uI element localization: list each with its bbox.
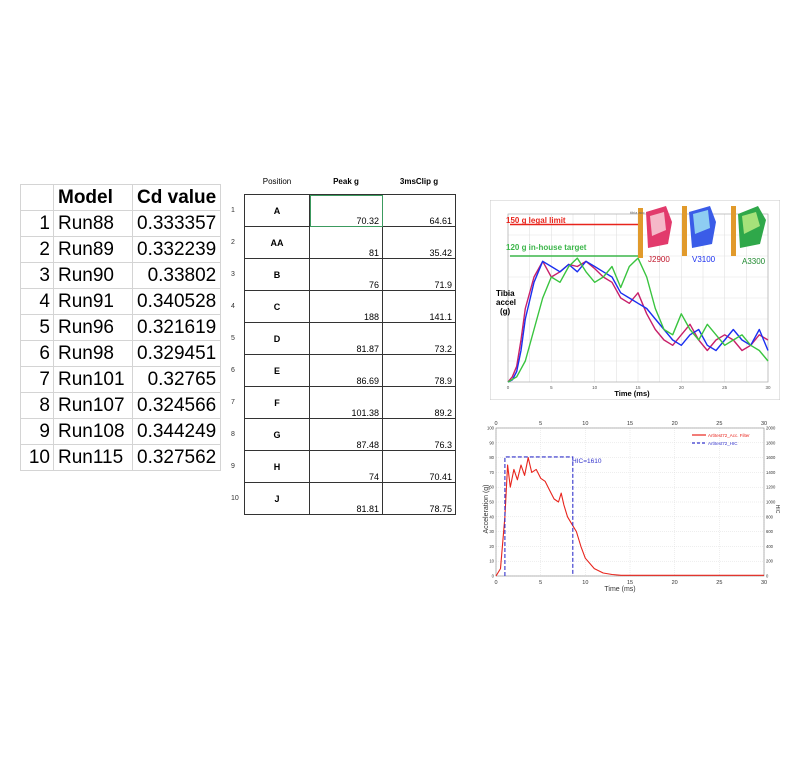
row-index: 10 <box>231 495 239 502</box>
cd-value-cell: 0.324566 <box>133 393 221 419</box>
table-row <box>21 393 221 419</box>
table-row <box>228 323 456 355</box>
clip3ms-header: 3msClip g <box>399 176 439 186</box>
chart-frame <box>490 200 780 400</box>
x-tick-label: 20 <box>671 580 678 586</box>
row-index: 6 <box>231 367 235 374</box>
x-top-tick-label: 30 <box>760 421 768 427</box>
clip3ms-cell: 76.3 <box>383 419 456 451</box>
clip3ms-cell: 73.2 <box>383 323 456 355</box>
peak-g-header: Peak g <box>333 176 359 186</box>
model-cell: Run90 <box>54 263 133 289</box>
row-index: 5 <box>21 315 54 341</box>
row-index: 6 <box>21 341 54 367</box>
table-row <box>228 355 456 387</box>
clip3ms-cell: 89.2 <box>383 387 456 419</box>
clip3ms-cell: 35.42 <box>383 227 456 259</box>
model-cell: Run108 <box>54 419 133 445</box>
table-row <box>21 341 221 367</box>
table-row <box>228 227 456 259</box>
row-index: 2 <box>21 237 54 263</box>
y2-axis-label: HIC <box>774 504 780 514</box>
table-row <box>21 237 221 263</box>
cd-value-cell: 0.33802 <box>133 263 221 289</box>
y2-tick-label: 1800 <box>766 440 776 446</box>
position-cell: G <box>245 419 310 451</box>
x-top-tick-label: 25 <box>716 421 723 427</box>
model-cell: Run88 <box>54 211 133 237</box>
cd-value-table-body <box>21 211 221 471</box>
row-index: 4 <box>21 289 54 315</box>
row-index: 4 <box>231 303 235 310</box>
tibia-acc-small-label: tibia acc <box>630 210 645 215</box>
y-axis-label-line2: accel <box>496 298 517 307</box>
image-label-j2900: J2900 <box>648 255 670 264</box>
y-tick-label: 50 <box>489 499 494 505</box>
x-tick-label: 5 <box>550 385 553 390</box>
x-top-tick-label: 5 <box>539 421 543 427</box>
cd-value-cell: 0.344249 <box>133 419 221 445</box>
clip3ms-cell: 64.61 <box>383 195 456 227</box>
y-tick-label: 60 <box>489 484 494 490</box>
model-cell: Run89 <box>54 237 133 263</box>
image-label-v3100: V3100 <box>692 255 716 264</box>
table-row <box>228 259 456 291</box>
table-header-row <box>21 185 221 211</box>
row-index: 2 <box>231 239 235 246</box>
peak-g-cell: 70.32 <box>310 195 383 227</box>
acceleration-hic-chart <box>482 414 782 599</box>
x-top-tick-label: 10 <box>582 421 589 427</box>
y2-tick-label: 800 <box>766 514 773 520</box>
x-tick-label: 5 <box>539 580 543 586</box>
y2-tick-label: 1200 <box>766 484 776 490</box>
cd-value-cell: 0.327562 <box>133 445 221 471</box>
x-tick-label: 30 <box>765 385 771 390</box>
x-top-tick-label: 20 <box>671 421 678 427</box>
y-tick-label: 30 <box>489 529 494 535</box>
peak-g-table-body <box>228 195 456 515</box>
x-tick-label: 20 <box>678 385 684 390</box>
table-row <box>228 483 456 515</box>
row-index: 10 <box>21 445 54 471</box>
table-row <box>21 367 221 393</box>
x-axis-label: Time (ms) <box>614 389 650 398</box>
peak-g-cell: 188 <box>310 291 383 323</box>
index-header <box>21 185 54 211</box>
cd-value-cell: 0.332239 <box>133 237 221 263</box>
x-tick-label: 10 <box>592 385 598 390</box>
tibia-accel-chart <box>490 200 780 400</box>
hic-annotation: HIC=1610 <box>572 458 602 465</box>
cd-value-cell: 0.340528 <box>133 289 221 315</box>
y-tick-label: 80 <box>489 455 494 461</box>
x-tick-label: 30 <box>760 580 768 586</box>
x-tick-label: 25 <box>722 385 728 390</box>
table-row <box>21 419 221 445</box>
position-cell: D <box>245 323 310 355</box>
table-row <box>21 289 221 315</box>
row-index: 5 <box>231 335 235 342</box>
y-axis-label-line1: Tibia <box>496 289 515 298</box>
peak-g-cell: 81.81 <box>310 483 383 515</box>
model-cell: Run101 <box>54 367 133 393</box>
peak-g-cell: 86.69 <box>310 355 383 387</box>
legend-label-acc: Art\test72_Acc. Filter <box>708 433 750 438</box>
peak-g-cell: 81.87 <box>310 323 383 355</box>
table-row <box>21 315 221 341</box>
y2-tick-label: 400 <box>766 543 773 549</box>
row-index: 7 <box>21 367 54 393</box>
table-row <box>228 419 456 451</box>
x-axis-label: Time (ms) <box>604 586 636 593</box>
y-tick-label: 20 <box>489 543 494 549</box>
cd-value-cell: 0.321619 <box>133 315 221 341</box>
y2-tick-label: 2000 <box>766 425 776 431</box>
y2-tick-label: 1000 <box>766 499 776 505</box>
y2-tick-label: 1400 <box>766 469 776 475</box>
peak-g-cell: 76 <box>310 259 383 291</box>
clip3ms-cell: 70.41 <box>383 451 456 483</box>
image-label-a3300: A3300 <box>742 257 766 266</box>
cd-value-cell: 0.333357 <box>133 211 221 237</box>
row-index: 3 <box>231 271 235 278</box>
y-axis-label: Acceleration (g) <box>483 484 490 534</box>
model-cell: Run98 <box>54 341 133 367</box>
y-tick-label: 10 <box>489 558 494 564</box>
table-row <box>21 263 221 289</box>
table-row <box>21 445 221 471</box>
clip3ms-cell: 78.9 <box>383 355 456 387</box>
position-cell: A <box>245 195 310 227</box>
row-index: 8 <box>231 431 235 438</box>
model-header: Model <box>54 185 133 211</box>
y-tick-label: 90 <box>489 440 494 446</box>
y-tick-label: 100 <box>487 425 494 431</box>
position-cell: J <box>245 483 310 515</box>
clip3ms-cell: 71.9 <box>383 259 456 291</box>
legend-label-hic: Art\test72_HIC <box>708 441 738 446</box>
table-row <box>228 291 456 323</box>
x-tick-label: 0 <box>506 385 510 390</box>
x-tick-label: 15 <box>635 385 641 390</box>
row-index: 8 <box>21 393 54 419</box>
impactor-icon <box>682 206 687 256</box>
clip3ms-cell: 78.75 <box>383 483 456 515</box>
position-header: Position <box>262 176 292 186</box>
cd-value-cell: 0.329451 <box>133 341 221 367</box>
position-cell: AA <box>245 227 310 259</box>
model-cell: Run115 <box>54 445 133 471</box>
position-cell: F <box>245 387 310 419</box>
model-cell: Run107 <box>54 393 133 419</box>
x-tick-label: 10 <box>582 580 589 586</box>
cd-value-header: Cd value <box>133 185 221 211</box>
x-tick-label: 15 <box>626 580 634 586</box>
peak-g-cell: 101.38 <box>310 387 383 419</box>
row-index: 9 <box>231 463 235 470</box>
x-top-tick-label: 0 <box>494 421 498 427</box>
peak-g-cell: 81 <box>310 227 383 259</box>
x-tick-label: 25 <box>716 580 723 586</box>
row-index: 7 <box>231 399 235 406</box>
table-row <box>228 195 456 227</box>
y2-tick-label: 200 <box>766 558 773 564</box>
legal-limit-label: 150 g legal limit <box>506 216 566 225</box>
peak-g-table <box>228 168 456 515</box>
model-cell: Run96 <box>54 315 133 341</box>
row-index-header <box>228 168 245 195</box>
x-top-tick-label: 15 <box>626 421 634 427</box>
impactor-icon <box>731 206 736 256</box>
y2-tick-label: 0 <box>766 573 769 579</box>
position-cell: E <box>245 355 310 387</box>
row-index: 1 <box>231 207 235 214</box>
position-cell: C <box>245 291 310 323</box>
position-cell: B <box>245 259 310 291</box>
row-index: 9 <box>21 419 54 445</box>
peak-g-cell: 87.48 <box>310 419 383 451</box>
table-row <box>21 211 221 237</box>
model-cell: Run91 <box>54 289 133 315</box>
y-tick-label: 40 <box>489 514 494 520</box>
cd-value-table <box>20 184 221 471</box>
row-index: 3 <box>21 263 54 289</box>
y2-tick-label: 1600 <box>766 455 776 461</box>
table-row <box>228 387 456 419</box>
y2-tick-label: 600 <box>766 529 773 535</box>
y-axis-label-line3: (g) <box>500 307 511 316</box>
y-tick-label: 0 <box>491 573 494 579</box>
clip3ms-cell: 141.1 <box>383 291 456 323</box>
y-tick-label: 70 <box>489 469 494 475</box>
table-header-row <box>228 168 456 195</box>
table-row <box>228 451 456 483</box>
peak-g-cell: 74 <box>310 451 383 483</box>
x-tick-label: 0 <box>494 580 498 586</box>
impactor-icon <box>638 208 643 258</box>
cd-value-cell: 0.32765 <box>133 367 221 393</box>
in-house-target-label: 120 g in-house target <box>506 243 587 252</box>
position-cell: H <box>245 451 310 483</box>
row-index: 1 <box>21 211 54 237</box>
